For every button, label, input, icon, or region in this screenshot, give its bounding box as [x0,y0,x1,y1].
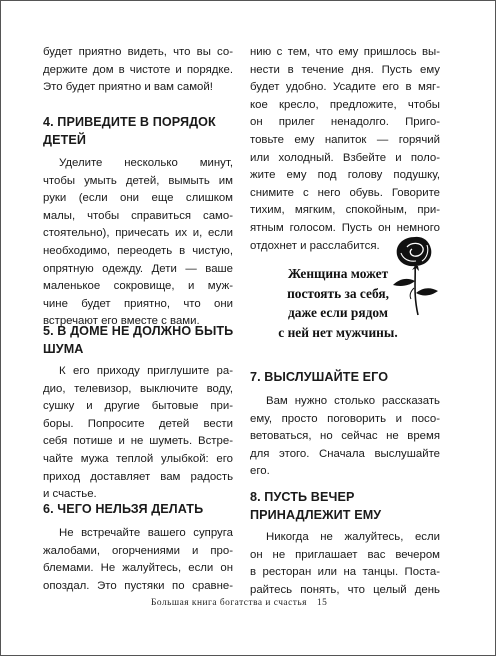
text-line: встречают его вместе с вами. [43,315,200,328]
page-number: 15 [316,598,328,608]
text-line: чтобы умыть детей, вымыть им [43,174,233,187]
text-line: приход доставляет вам радость [43,470,233,483]
text-line: товьте ему напиток — горячий [250,133,440,146]
text-line: держите дом в чистоте и порядке. [43,63,233,76]
intro-paragraph [43,44,233,97]
heading-line: ПРИНАДЛЕЖИТ ЕМУ [250,507,382,522]
section-7-body [250,393,440,481]
text-line: для этого. Сначала выслушайте [250,447,440,460]
text-line: райтесь понять, что целый день [250,583,440,596]
text-line: он не приглашает вас вечером [250,548,440,561]
text-line: блемами. Не жалуйтесь, если он [43,562,233,575]
quote-line: даже если рядом [288,305,388,321]
text-line: его. [250,465,270,478]
section-8-heading [250,489,450,524]
text-line: нию с тем, что ему пришлось вы- [250,46,440,58]
quote-line: с ней нет мужчины. [278,324,398,340]
text-line: Не встречайте вашего супруга [59,527,233,539]
text-line: Уделите несколько минут, [59,157,233,169]
text-line: будет приятно видеть, что вы со- [43,46,233,58]
text-line: Никогда не жалуйтесь, если [266,531,440,543]
text-line: опоздал. Это пустяки по сравне- [43,579,233,592]
text-line: ему, просто поговорить и посо- [250,412,440,425]
heading-line: ДЕТЕЙ [43,132,87,147]
text-line: чайте мужа теплой улыбкой: его [43,452,233,465]
text-line: К его приходу приглушите ра- [59,365,233,377]
text-line: необходимо, переодеть в чистую, [43,244,233,257]
text-line: руки (если они еще слишком [43,192,233,205]
continuation-paragraph [250,44,440,255]
section-5-body [43,363,233,504]
text-line: чине будет приятно, что они [43,297,233,310]
text-line: в ресторан или на танцы. Поста- [250,566,440,579]
text-line: или холодный. Взбейте и поло- [250,151,440,164]
heading-line: 5. В ДОМЕ НЕ ДОЛЖНО БЫТЬ [43,324,234,338]
text-line: Вам нужно столько рассказать [266,395,440,407]
page-footer [151,598,411,608]
text-line: маленькое сокровище, и муж- [43,280,233,293]
quote-line: Женщина может [287,266,389,281]
section-5-heading [43,323,243,358]
heading-line: 7. ВЫСЛУШАЙТЕ ЕГО [250,370,389,384]
text-line: сушку и другие бытовые при- [43,400,233,413]
text-line: и счастье. [43,488,97,501]
heading-line: ШУМА [43,341,84,356]
heading-line: 8. ПУСТЬ ВЕЧЕР [250,490,355,504]
text-line: тихим, мягким, спокойным, при- [250,204,440,217]
text-line: кое кресло, предложите, чтобы [250,98,440,111]
text-line: ятным голосом. Пусть он немного [250,221,440,234]
text-line: опрятную одежду. Дети — ваше [43,262,233,275]
text-line: малы, чтобы справиться само- [43,209,233,222]
rose-icon [389,233,441,317]
section-6-body [43,525,233,595]
section-4-heading [43,114,243,149]
section-7-heading [250,369,450,387]
text-line: будет удобно. Усадите его в мяг- [250,81,440,94]
book-title: Большая книга богатства и счастья [151,598,307,608]
text-line: ветоваться, но сейчас не время [250,430,440,443]
text-line: нести в течение дня. Пусть ему [250,63,440,76]
text-line: он прилег ненадолго. Приго- [250,116,440,129]
section-8-body [250,529,440,599]
text-line: отдохнет и расслабится. [250,239,380,252]
text-line: боры. Попросите детей вести [43,417,233,430]
text-line: дио, телевизор, выключите воду, [43,382,233,395]
text-line: снимите с него обувь. Говорите [250,186,440,199]
heading-line: 6. ЧЕГО НЕЛЬЗЯ ДЕЛАТЬ [43,502,204,516]
quote-line: постоять за себя, [287,285,389,301]
text-line: себя потише и не шуметь. Встре- [43,435,233,448]
text-line: стоятельно), причесать их и, если [43,227,233,240]
text-line: жите ему под голову подушку, [250,169,440,182]
heading-line: 4. ПРИВЕДИТЕ В ПОРЯДОК [43,115,216,129]
section-4-body [43,155,233,331]
text-line: Это будет приятно и вам самой! [43,81,213,94]
text-line: жалобами, огорчениями и про- [43,544,233,557]
section-6-heading [43,501,243,519]
